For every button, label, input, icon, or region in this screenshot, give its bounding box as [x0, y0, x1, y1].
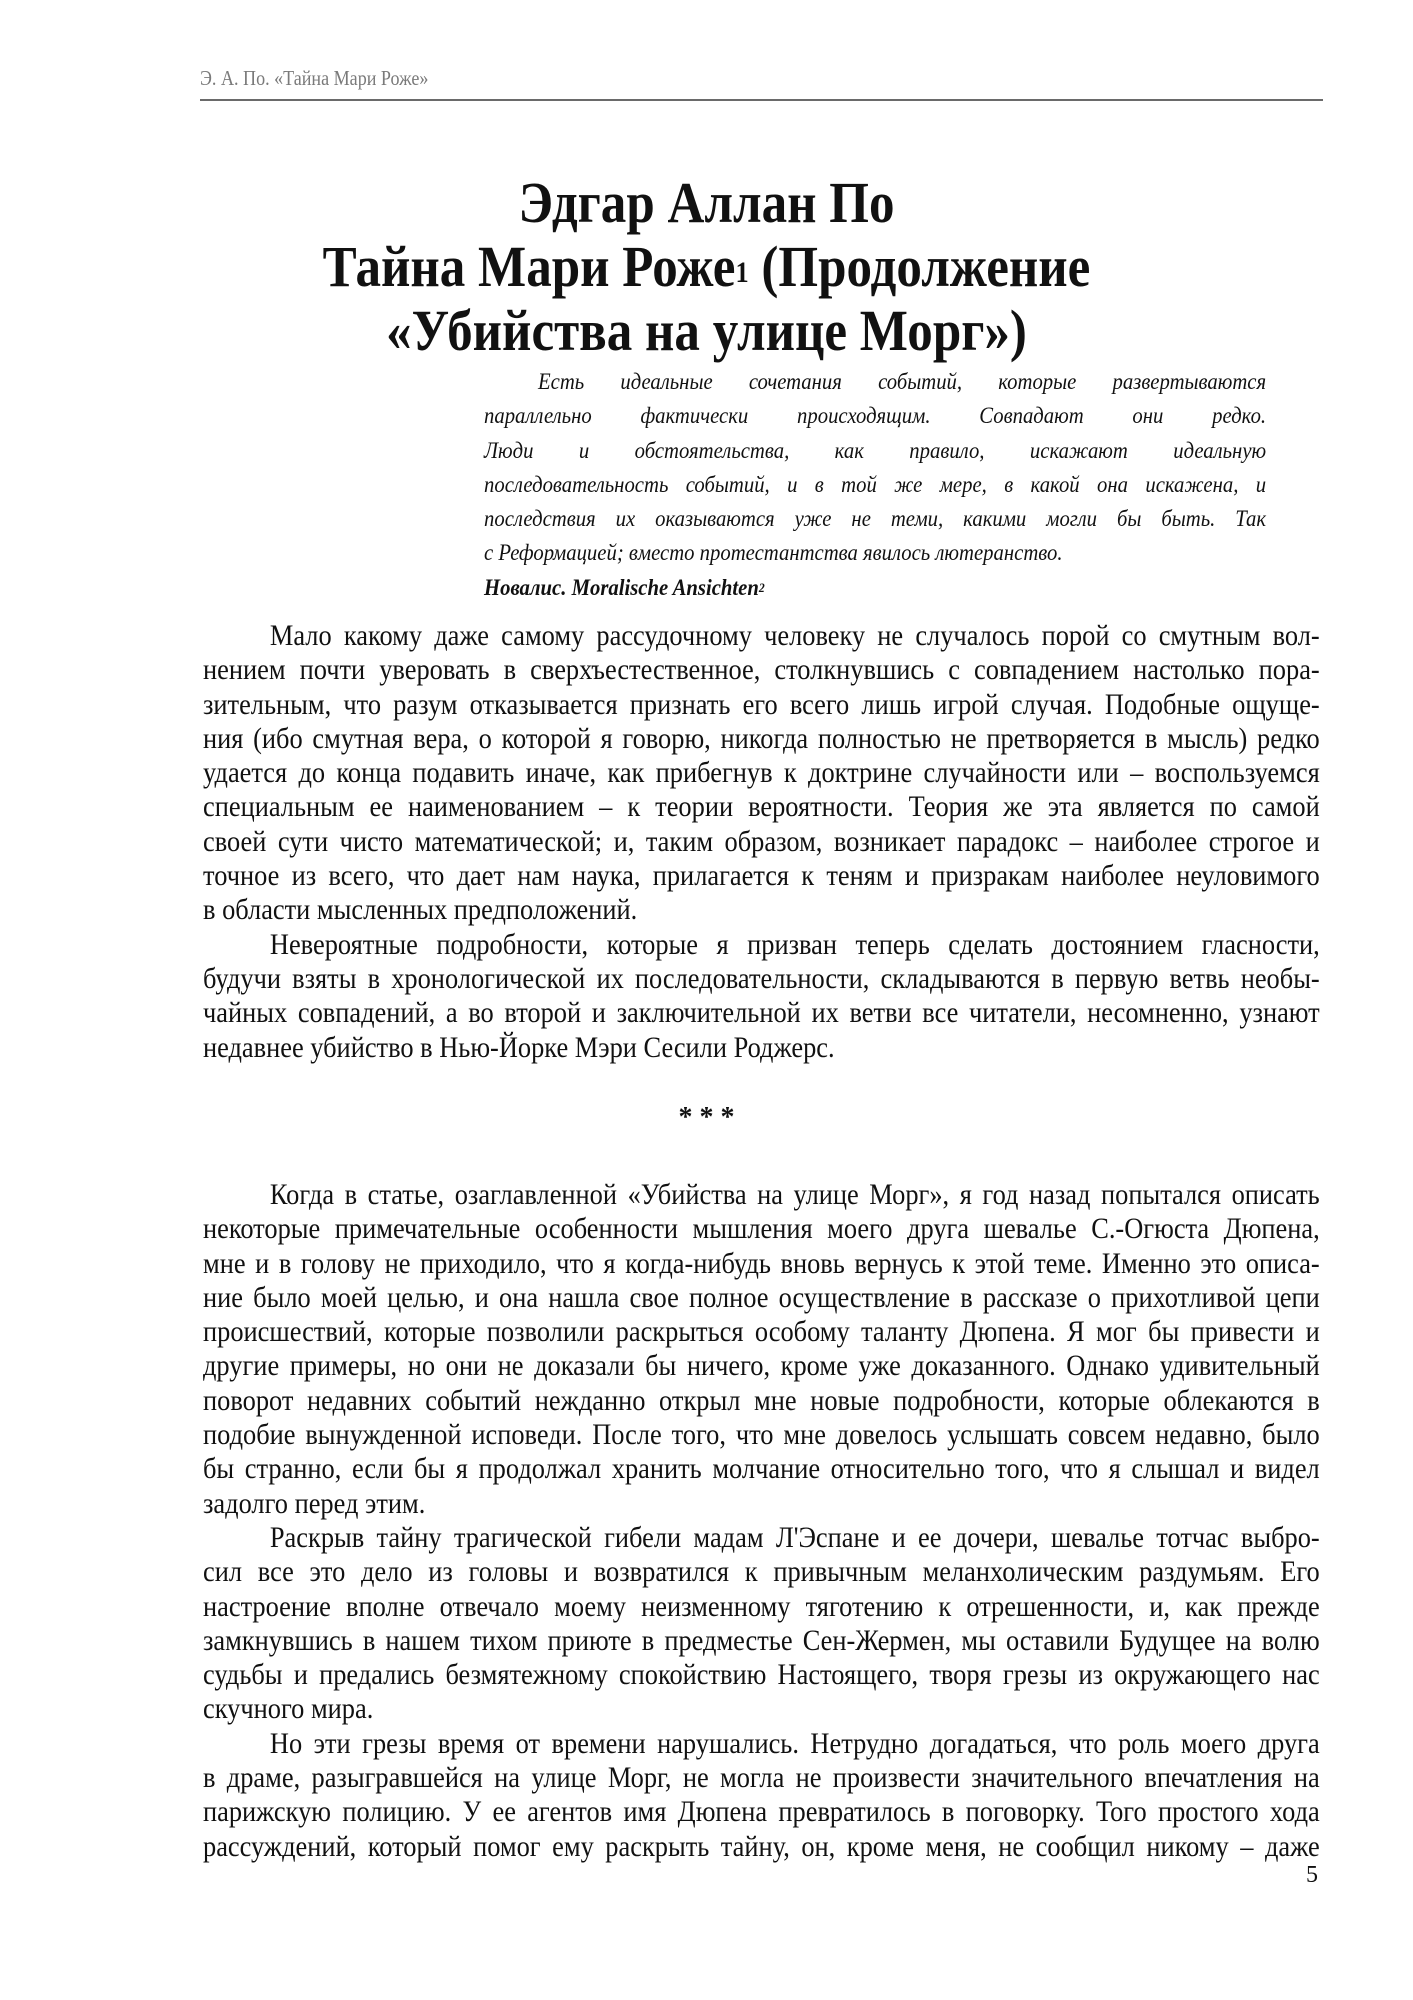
text-line: парижскую полицию. У ее агентов имя Дюпена превратилось в поговорку. Того простого хода: [203, 1795, 1320, 1829]
text-line: своей сути чисто математической; и, таким образом, возникает парадокс – наиболее строгое и: [203, 824, 1320, 858]
text-line: чайных совпадений, а во второй и заключительной их ветви все читатели, несомненно, узнают: [203, 996, 1320, 1030]
text-line: точное из всего, что дает нам наука, прилагается к теням и призракам наиболее неуловимого: [203, 859, 1320, 893]
text-line: ния (ибо смутная вера, о которой я говорю, никогда полностью не претворяется в мысль) редко: [203, 721, 1320, 755]
text-line: подобие вынужденной исповеди. После того, что мне довелось услышать совсем недавно, было: [203, 1418, 1320, 1452]
text-line: задолго перед этим.: [203, 1486, 426, 1520]
footnote-ref-1: 1: [735, 256, 749, 289]
text-line: скучного мира.: [203, 1692, 374, 1726]
text-line: другие примеры, но они не доказали бы ничего, кроме уже доказанного. Однако удивительный: [203, 1349, 1320, 1383]
page-number: 5: [1306, 1862, 1318, 1888]
paragraph: [203, 1521, 1320, 1727]
title-author: Эдгар Аллан По: [518, 170, 895, 235]
text-line: поворот недавних событий нежданно открыл мне новые подробности, которые облекаются в: [203, 1383, 1320, 1417]
epigraph-source-text: Новалис. Moralische Ansichten: [484, 574, 759, 600]
text-line: удается до конца подавить иначе, как прибегнув к доктрине случайности или – воспользуемся: [203, 756, 1320, 790]
text-line: рассуждений, который помог ему раскрыть тайну, он, кроме меня, не сообщил никому – даже: [203, 1829, 1320, 1863]
text-line: замкнувшись в нашем тихом приюте в предместье Сен-Жермен, мы оставили Будущее на волю: [203, 1623, 1320, 1657]
paragraph: [203, 928, 1320, 1065]
section-separator: * * *: [678, 1102, 735, 1133]
paragraph: [203, 1178, 1320, 1521]
text-line: некоторые примечательные особенности мышления моего друга шевалье С.-Огюста Дюпена,: [203, 1212, 1320, 1246]
header-rule: [200, 99, 1323, 101]
body-section-2: [203, 1178, 1320, 1864]
epigraph-line: Люди и обстоятельства, как правило, искажают идеальную: [484, 437, 1267, 463]
text-line: судьбы и предались безмятежному спокойствию Настоящего, творя грезы из окружающего нас: [203, 1658, 1320, 1692]
text-line: Когда в статье, озаглавленной «Убийства на улице Морг», я год назад попытался описать: [269, 1178, 1320, 1211]
text-line: нением почти уверовать в сверхъестественное, столкнувшись с совпадением настолько пора-: [203, 653, 1320, 687]
text-line: недавнее убийство в Нью-Йорке Мэри Сесили Роджерс.: [203, 1030, 835, 1064]
text-line: в области мысленных предположений.: [203, 893, 638, 927]
text-line: Но эти грезы время от времени нарушались. Нетрудно догадаться, что роль моего друга: [269, 1726, 1320, 1760]
title-story: [85, 235, 1328, 299]
epigraph-line: последовательность событий, и в той же мере, в какой она искажена, и: [484, 471, 1267, 497]
epigraph-line: последствия их оказываются уже не теми, какими могли бы быть. Так: [484, 506, 1267, 532]
body-section-1: [203, 619, 1320, 1065]
title-story-name: Тайна Мари Роже: [322, 234, 736, 299]
text-line: ние было моей целью, и она нашла свое полное осуществление в рассказе о прихотливой цепи: [203, 1280, 1320, 1314]
footnote-ref-2: 2: [758, 579, 765, 595]
epigraph-source: [484, 573, 1266, 604]
text-line: настроение вполне отвечало моему неизменному тяготению к отрешенности, и, как прежде: [203, 1589, 1320, 1623]
epigraph-line: с Реформацией; вместо протестантства явилось лютеранство.: [484, 540, 1063, 566]
running-header: Э. А. По. «Тайна Мари Роже»: [200, 66, 429, 90]
text-line: Мало какому даже самому рассудочному человеку не случалось порой со смутным вол-: [269, 619, 1320, 652]
paragraph: [203, 619, 1320, 928]
title-subtitle-start: (Продолжение: [748, 234, 1091, 299]
text-line: сил все это дело из головы и возвратился к привычным меланхолическим раздумьям. Его: [203, 1555, 1320, 1589]
epigraph-line: параллельно фактически происходящим. Совпадают они редко.: [484, 403, 1267, 429]
text-line: мне и в голову не приходило, что я когда-нибудь вновь вернусь к этой теме. Именно это описа-: [203, 1246, 1320, 1280]
text-line: специальным ее наименованием – к теории вероятности. Теория же эта является по самой: [203, 790, 1320, 824]
text-line: происшествий, которые позволили раскрыться особому таланту Дюпена. Я мог бы привести и: [203, 1315, 1320, 1349]
paragraph: [203, 1727, 1320, 1864]
title-subtitle: «Убийства на улице Морг»): [386, 298, 1027, 363]
text-line: Невероятные подробности, которые я призван теперь сделать достоянием гласности,: [269, 927, 1320, 961]
text-line: будучи взяты в хронологической их последовательности, складываются в первую ветвь необы-: [203, 961, 1320, 995]
text-line: зительным, что разум отказывается признать его всего лишь игрой случая. Подобные ощуще-: [203, 687, 1320, 721]
text-line: в драме, разыгравшейся на улице Морг, не могла не произвести значительного впечатления на: [203, 1761, 1320, 1795]
epigraph-line: Есть идеальные сочетания событий, которые развертываются: [538, 369, 1267, 394]
text-line: бы странно, если бы я продолжал хранить молчание относительно того, что я слышал и видел: [203, 1452, 1320, 1486]
page-title: [0, 171, 1413, 363]
text-line: Раскрыв тайну трагической гибели мадам Л'Эспане и ее дочери, шевалье тотчас выбро-: [269, 1520, 1320, 1554]
epigraph: [484, 367, 1266, 604]
